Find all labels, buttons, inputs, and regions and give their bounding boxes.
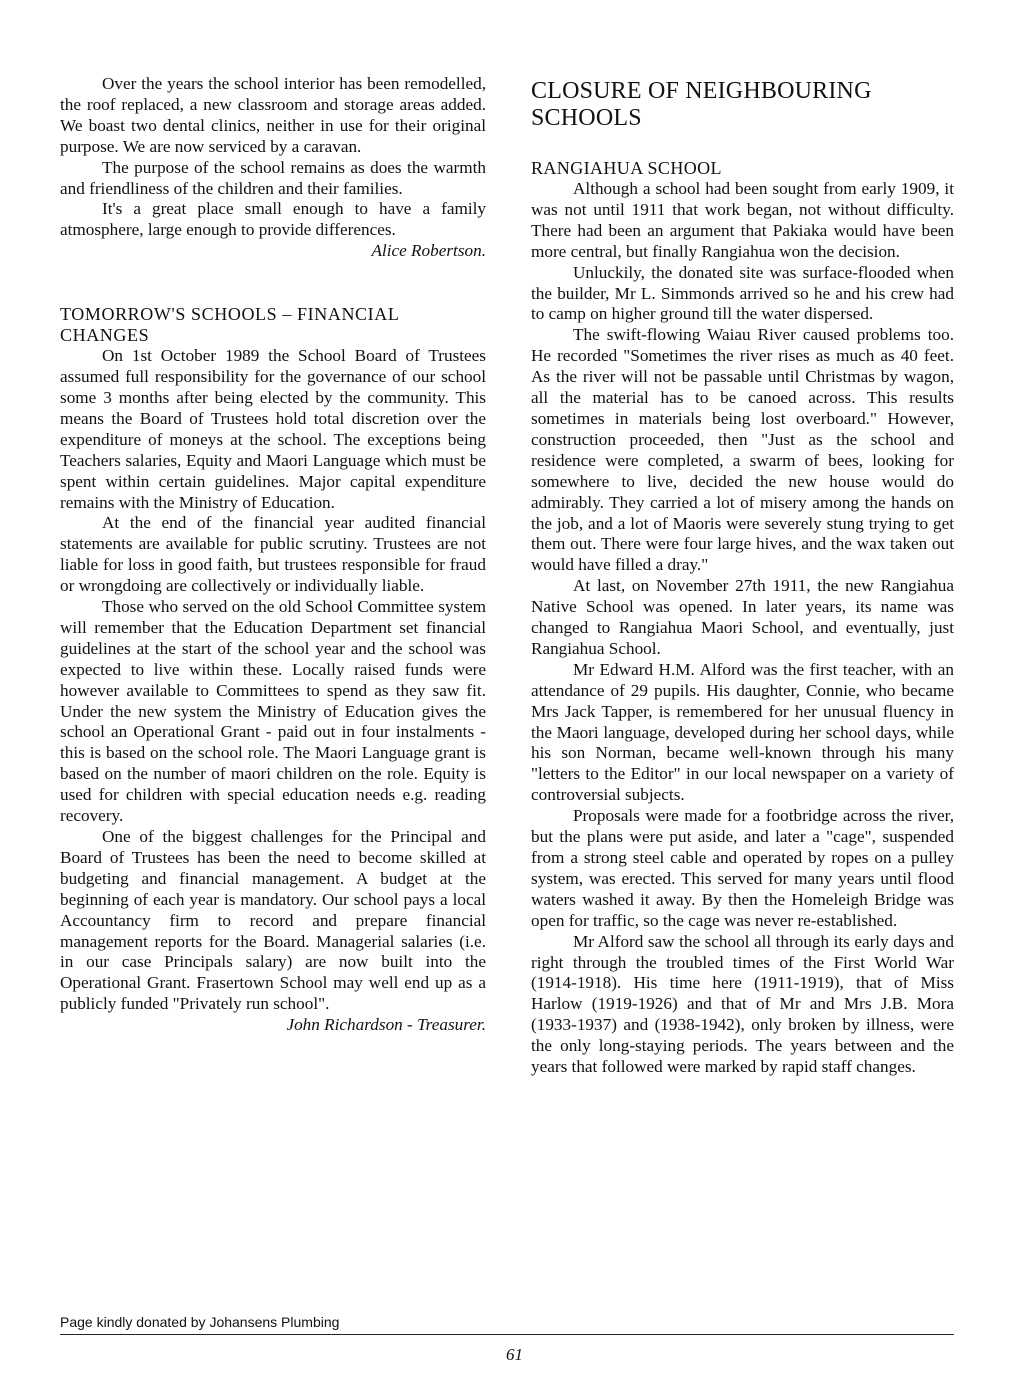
footer-divider (60, 1334, 954, 1335)
rangiahua-paragraph-2: Unluckily, the donated site was surface-flooded when the builder, Mr L. Simmonds arrived so he and his crew had to camp on higher ground till the water dispersed. (531, 262, 954, 324)
rangiahua-paragraph-7: Mr Alford saw the school all through its early days and right through the troubled times of the First World War (1914-1918). His time here (1911-1919), that of Miss Harlow (1919-1926) and that of Mr and Mrs J.B. Mora (1933-1937) and (1938-1942), only broken by illness, were the only long-staying periods. The years between and the years that followed were marked by rapid staff changes. (531, 931, 954, 1077)
financial-paragraph-1: On 1st October 1989 the School Board of Trustees assumed full responsibility for the governance of our school some 3 months after being elected by the community. This means the Board of Trustees hold total discretion over the expenditure of moneys at the school. The exceptions being Teachers salaries, Equity and Maori Language which must be spent within certain guidelines. Major capital expenditure remains with the Ministry of Education. (60, 346, 486, 512)
financial-paragraph-4: One of the biggest challenges for the Principal and Board of Trustees has been the need to become skilled at budgeting and financial management. A budget at the beginning of each year is mandatory. Our school pays a local Accountancy firm to record and prepare financial management reports for the Board. Managerial salaries (i.e. in our case Principals salary) are now built into the Operational Grant. Frasertown School may well end up as a publicly funded "Privately run school". (60, 827, 486, 1014)
closure-heading: CLOSURE OF NEIGHBOURING SCHOOLS (531, 78, 872, 131)
rangiahua-paragraph-4: At last, on November 27th 1911, the new Rangiahua Native School was opened. In later years, its name was changed to Rangiahua Maori School, and eventually, just Rangiahua School. (531, 576, 954, 658)
financial-paragraph-2: At the end of the financial year audited financial statements are available for public scrutiny. Trustees are not liable for loss in good faith, but trustees responsible for fraud or wrongdoing are collectively or individually liable. (60, 513, 486, 596)
left-column (60, 74, 486, 1036)
page-number: 61 (506, 1345, 523, 1364)
intro-paragraph-1: Over the years the school interior has been remodelled, the roof replaced, a new classroom and storage areas added. We boast two dental clinics, neither in use for their original purpose. We are now serviced by a caravan. (60, 74, 486, 156)
footer-credit: Page kindly donated by Johansens Plumbing (60, 1314, 340, 1330)
rangiahua-paragraph-1: Although a school had been sought from early 1909, it was not until 1911 that work began, not without difficulty. There had been an argument that Pakiaka would have been more central, but finally Rangiahua won the decision. (531, 179, 954, 261)
financial-changes-heading: TOMORROW'S SCHOOLS – FINANCIAL CHANGES (60, 304, 399, 346)
intro-paragraph-2: The purpose of the school remains as does the warmth and friendliness of the children and their families. (60, 157, 486, 198)
rangiahua-subheading: RANGIAHUA SCHOOL (531, 158, 722, 178)
rangiahua-paragraph-6: Proposals were made for a footbridge across the river, but the plans were put aside, and later a "cage", suspended from a strong steel cable and operated by ropes on a pulley system, was erected. This served for many years until flood waters washed it away. By then the Homeleigh Bridge was open for traffic, so the cage was never re-established. (531, 806, 954, 930)
rangiahua-paragraph-5: Mr Edward H.M. Alford was the first teacher, with an attendance of 29 pupils. His daughter, Connie, who became Mrs Jack Tapper, is remembered for her unusual fluency in the Maori language, developed during her school days, while his son Norman, became well-known through his many "letters to the Editor" in our local newspaper on a variety of controversial subjects. (531, 659, 954, 805)
financial-paragraph-3: Those who served on the old School Committee system will remember that the Education Department set financial guidelines at the start of the school year and the school was expected to live within these. Locally raised funds were however available to Committees to spend as they saw fit. Under the new system the Ministry of Education gives the school an Operational Grant - paid out in four instalments - this is based on the school role. The Maori Language grant is based on the number of maori children on the role. Equity is used for children with special education needs e.g. reading recovery. (60, 597, 486, 826)
right-column (531, 74, 954, 1078)
rangiahua-paragraph-3: The swift-flowing Waiau River caused problems too. He recorded "Sometimes the river rises as much as 40 feet. As the river will not be passable until Christmas by wagon, all the material has to be canoed across. This results sometimes in materials being lost overboard." However, construction proceeded, then "Just as the school and residence were completed, a swarm of bees, looking for somewhere to live, decided the new house would do admirably. They carried a lot of misery among the hands on the job, and a lot of Maoris were severely stung trying to get them out. There were four large hives, and the wax taken out would have filled a dray." (531, 325, 954, 575)
intro-signature: Alice Robertson. (371, 241, 486, 261)
treasurer-signature: John Richardson - Treasurer. (286, 1015, 486, 1035)
intro-paragraph-3: It's a great place small enough to have a family atmosphere, large enough to provide differences. (60, 199, 486, 240)
